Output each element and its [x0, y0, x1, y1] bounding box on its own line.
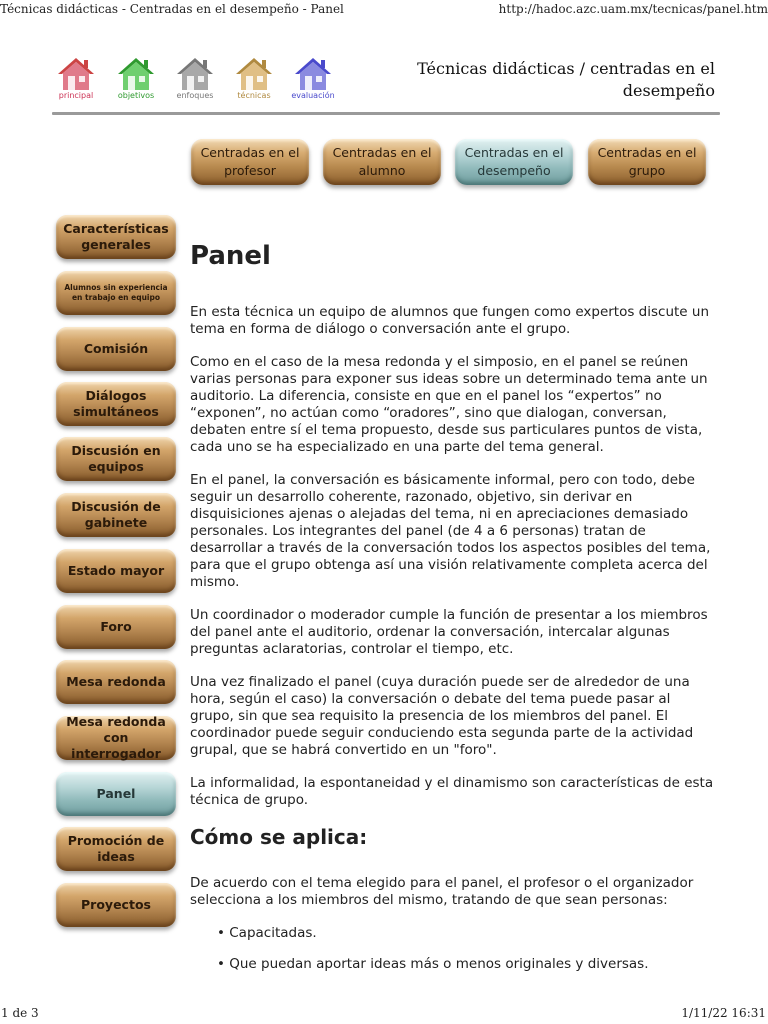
sidebar-item-discusion-equipos[interactable] — [56, 437, 176, 481]
print-header-url: http://hadoc.azc.uam.mx/tecnicas/panel.htm — [498, 2, 768, 16]
nav-evaluacion[interactable] — [289, 54, 337, 106]
sidebar-item-estado-mayor[interactable] — [56, 549, 176, 593]
home-icon — [232, 54, 276, 92]
nav-tecnicas[interactable] — [230, 54, 278, 106]
sidebar-item-proyectos[interactable] — [56, 883, 176, 927]
tab-label: Centradas en el alumno — [332, 145, 432, 178]
sidebar-item-foro[interactable] — [56, 605, 176, 649]
section-heading: Cómo se aplica: — [190, 825, 368, 849]
tab-centradas-alumno[interactable] — [323, 139, 441, 185]
sidebar-item-label: Promoción de ideas — [67, 833, 165, 864]
sidebar-item-label: Alumnos sin experiencia en trabajo en equipo — [64, 283, 168, 302]
sidebar-item-label: Diálogos simultáneos — [73, 388, 159, 419]
sidebar-item-label: Foro — [100, 619, 132, 634]
paragraph: En esta técnica un equipo de alumnos que fungen como expertos discute un tema en forma de diálogo o conversación ante el grupo. — [190, 304, 710, 337]
paragraph: Un coordinador o moderador cumple la función de presentar a los miembros del panel ante el auditorio, ordenar la conversación, intercalar algunas preguntas aclaratorias, controlar el tiempo, etc. — [190, 607, 708, 657]
home-icon — [114, 54, 158, 92]
nav-label: evaluación — [291, 91, 335, 100]
site-title: Técnicas didácticas / centradas en el desempeño — [417, 59, 715, 100]
paragraph: La informalidad, la espontaneidad y el dinamismo son características de esta técnica de grupo. — [190, 775, 714, 808]
sidebar-item-mesa-redonda-interrogador[interactable] — [56, 716, 176, 760]
header-divider — [52, 112, 720, 115]
nav-label: principal — [58, 91, 94, 100]
sidebar-item-label: Estado mayor — [67, 563, 165, 578]
sidebar-item-dialogos[interactable] — [56, 382, 176, 426]
home-icon — [291, 54, 335, 92]
paragraph: Como en el caso de la mesa redonda y el simposio, en el panel se reúnen varias personas para exponer sus ideas sobre un determinado tema ante un auditorio. La diferencia, consiste en que en el panel los “expertos” no “exponen”, no actúan como “oradores”, sino que dialogan, conversan, debaten entre sí el tema propuesto, desde sus particulares puntos de vista, cada uno se ha especializado en una parte del tema general. — [190, 354, 708, 455]
paragraph: Una vez finalizado el panel (cuya duración puede ser de alrededor de una hora, según el caso) la conversación o debate del tema puede pasar al grupo, sin que sea requisito la presencia de los miembros del panel. El coordinador puede seguir conduciendo esta segunda parte de la actividad grupal, que se habrá convertido en un "foro". — [190, 674, 694, 758]
page-counter: 1 de 3 — [1, 1006, 39, 1020]
paragraph: En el panel, la conversación es básicamente informal, pero con todo, debe seguir un desarrollo coherente, razonado, objetivo, sin derivar en disquisiciones ajenas o alejadas del tema, ni en apreciaciones demasiado personales. Los integrantes del panel (de 4 a 6 personas) tratan de desarrollar a través de la conversación todos los aspectos posibles del tema, para que el grupo obtenga así una visión relativamente completa acerca del mismo. — [190, 472, 711, 590]
sidebar-item-alumnos-sin-experiencia[interactable] — [56, 271, 176, 315]
nav-enfoques[interactable] — [171, 54, 219, 106]
list-item: • Que puedan aportar ideas más o menos originales y diversas. — [217, 956, 649, 972]
print-header-title: Técnicas didácticas - Centradas en el desempeño - Panel — [0, 2, 344, 16]
tab-label: Centradas en el profesor — [200, 145, 300, 178]
home-icon — [54, 54, 98, 92]
nav-label: técnicas — [237, 91, 271, 100]
sidebar-item-label: Proyectos — [81, 897, 151, 912]
paragraph: De acuerdo con el tema elegido para el panel, el profesor o el organizador selecciona a los miembros del mismo, tratando de que sean personas: — [190, 875, 694, 908]
sidebar-item-caracteristicas[interactable] — [56, 215, 176, 259]
sidebar-item-promocion-ideas[interactable] — [56, 827, 176, 871]
list-item: • Capacitadas. — [217, 925, 317, 941]
home-icon — [173, 54, 217, 92]
tab-centradas-desempeno[interactable] — [455, 139, 573, 185]
print-header — [0, 0, 768, 18]
sidebar-item-label: Características generales — [63, 221, 169, 252]
sidebar-item-discusion-gabinete[interactable] — [56, 493, 176, 537]
nav-objetivos[interactable] — [112, 54, 160, 106]
main-content — [190, 240, 715, 987]
print-footer — [0, 1004, 768, 1024]
sidebar-item-label: Panel — [96, 786, 136, 801]
nav-label: objetivos — [117, 91, 155, 100]
sidebar-item-label: Mesa redonda — [66, 674, 166, 689]
sidebar-item-label: Mesa redonda con interrogador — [66, 714, 166, 761]
print-timestamp: 1/11/22 16:31 — [681, 1006, 766, 1020]
nav-label: enfoques — [176, 91, 214, 100]
bullet-list — [190, 925, 715, 973]
tab-centradas-profesor[interactable] — [191, 139, 309, 185]
tab-centradas-grupo[interactable] — [588, 139, 706, 185]
top-navigation — [52, 54, 352, 108]
tab-label: Centradas en el desempeño — [464, 145, 564, 178]
tab-label: Centradas en el grupo — [597, 145, 697, 178]
nav-principal[interactable] — [52, 54, 100, 106]
sidebar-item-label: Comisión — [83, 341, 149, 356]
sidebar-item-panel[interactable] — [56, 772, 176, 816]
sidebar-item-label: Discusión en equipos — [71, 443, 161, 474]
sidebar-item-label: Discusión de gabinete — [71, 499, 161, 530]
sidebar-item-comision[interactable] — [56, 327, 176, 371]
sidebar-item-mesa-redonda[interactable] — [56, 660, 176, 704]
page-title: Panel — [190, 241, 271, 271]
